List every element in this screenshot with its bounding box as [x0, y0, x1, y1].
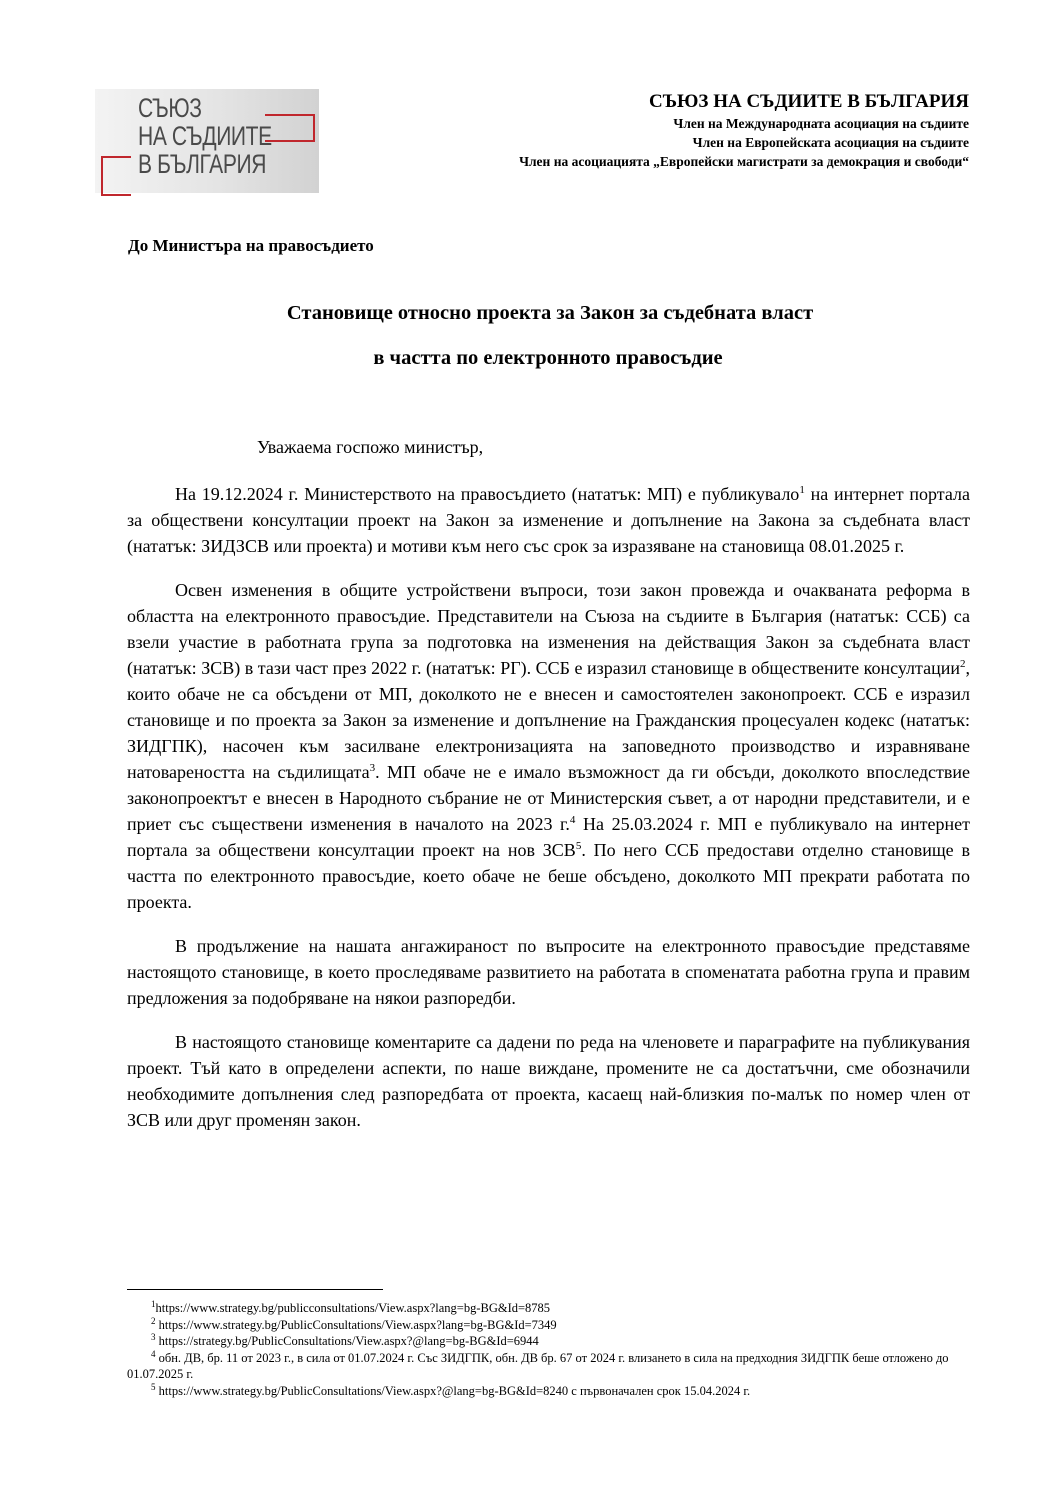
footnote-ref-1: 1 — [799, 484, 805, 496]
logo-frame-right — [265, 114, 315, 142]
paragraph-2: Освен изменения в общите устройствени въпроси, този закон провежда и очакваната реформа в областта на електронното правосъдие. Представители на Съюза на съдиите в България (нататък: ССБ) са взели участие в работната група за подготовка на изменения на действащия Закон за съдебната власт (нататък: ЗСВ) в тази част през 2022 г. (нататък: РГ). ССБ е изразил становище в обществените консултации$^2$, които обаче не са обсъдени от МП, доколкото не е внесен и самостоятелен законопроект. ССБ е изразил становище и по проекта за Закон за изменение и допълнение на Гражданския процесуален кодекс (нататък: ЗИДГПК), насочен към засилване електронизацията на заповедното производство и изравняване натовареността на съдилищата$^3$. МП обаче не е имало възможност да ги обсъди, доколкото впоследствие законопроектът е внесен в Народното събрание не от Министерския съвет, а от народни представители, и е приет със съществени изменения в началото на 2023 г.$^4$ На 25.03.2024 г. МП е публикувало на интернет портала за обществени консултации проект на нов ЗСВ$^5$. По него ССБ предостави отделно становище в частта по електронното правосъдие, което обаче не беше обсъдено, доколкото МП прекрати работата по проекта. — [127, 580, 970, 912]
footnote-link[interactable]: https://strategy.bg/PublicConsultations/View.aspx?@lang=bg-BG&Id=6944 — [155, 1334, 539, 1348]
letterhead — [519, 90, 969, 171]
footnote-link[interactable]: https://www.strategy.bg/PublicConsultations/View.aspx?@lang=bg-BG&Id=8240 с първоначален срок 15.04.2024 г. — [155, 1383, 751, 1398]
document-title-line-2: в частта по електронното правосъдие — [373, 347, 723, 369]
logo-line-1: СЪЮЗ — [138, 93, 202, 123]
membership-line-3: Член на асоциацията „Европейски магистрати за демокрация и свободи“ — [519, 154, 969, 169]
footnote: $^2$ https://www.strategy.bg/PublicConsultations/View.aspx?lang=bg-BG&Id=7349 — [151, 1315, 557, 1332]
footnote-ref-4: 4 — [569, 814, 576, 826]
footnote-link[interactable]: https://www.strategy.bg/PublicConsultations/View.aspx?lang=bg-BG&Id=7349 — [155, 1317, 557, 1332]
footnote-text: обн. ДВ, бр. 11 от 2023 г., в сила от 01.07.2024 г. Със ЗИДГПК, обн. ДВ бр. 67 от 2024 г. влизането в сила на предходния ЗИДГПК беше отложено до 01.07.2025 г. — [127, 1350, 949, 1381]
salutation: Уважаема госпожо министър, — [257, 437, 484, 457]
footnote: $^1$https://www.strategy.bg/publicconsultations/View.aspx?lang=bg-BG&Id=8785 — [151, 1299, 551, 1315]
logo-line-3: В БЪЛГАРИЯ — [138, 149, 267, 179]
membership-line-2: Член на Европейската асоциация на съдиите — [692, 135, 969, 150]
body-text — [127, 481, 970, 1151]
footnote-separator — [127, 1289, 383, 1290]
footnote-ref-2: 2 — [960, 658, 966, 670]
logo-frame-left — [101, 156, 131, 196]
paragraph-1: На 19.12.2024 г. Министерството на правосъдието (нататък: МП) е публикувало$^1$ на интернет портала за обществени консултации проект на Закон за изменение и допълнение на Закона за съдебната власт (нататък: ЗИДЗСВ или проекта) и мотиви към него със срок за изразяване на становища 08.01.2025 г. — [127, 484, 970, 556]
membership-line-1: Член на Международната асоциация на съдиите — [673, 116, 969, 131]
document-title-line-1: Становище относно проекта за Закон за съдебната власт — [286, 302, 814, 324]
footnote: $^4$ обн. ДВ, бр. 11 от 2023 г., в сила от 01.07.2024 г. Със ЗИДГПК, обн. ДВ бр. 67 от 2024 г. влизането в сила на предходния ЗИДГПК беше отложено до 01.07.2025 г. — [127, 1348, 949, 1381]
union-logo — [95, 89, 319, 193]
footnote-ref-3: 3 — [369, 762, 376, 774]
footnote-ref-5: 5 — [575, 840, 582, 852]
footnotes — [127, 1300, 970, 1399]
org-name: СЪЮЗ НА СЪДИИТЕ В БЪЛГАРИЯ — [649, 91, 969, 112]
footnote-link[interactable]: https://www.strategy.bg/publicconsultations/View.aspx?lang=bg-BG&Id=8785 — [155, 1301, 551, 1315]
paragraph-4: В настоящото становище коментарите са дадени по реда на членовете и параграфите на публикувания проект. Тъй като в определени аспекти, по наше виждане, промените не са достатъчни, сме обозначили необходимите допълнения след разпоредбата от проекта, касаещ най-близкия по-малък по номер член от ЗСВ или друг променян закон. — [127, 1032, 970, 1130]
footnote: $^3$ https://strategy.bg/PublicConsultations/View.aspx?@lang=bg-BG&Id=6944 — [151, 1332, 539, 1348]
paragraph-3: В продължение на нашата ангажираност по въпросите на електронното правосъдие представяме настоящото становище, в което проследяваме развитието на работата в споменатата работна група и правим предложения за подобряване на някои разпоредби. — [127, 936, 970, 1008]
footnote: $^5$ https://www.strategy.bg/PublicConsultations/View.aspx?@lang=bg-BG&Id=8240 с първоначален срок 15.04.2024 г. — [151, 1381, 751, 1398]
addressee: До Министъра на правосъдието — [128, 236, 374, 255]
logo-line-2: НА СЪДИИТЕ — [138, 121, 272, 151]
